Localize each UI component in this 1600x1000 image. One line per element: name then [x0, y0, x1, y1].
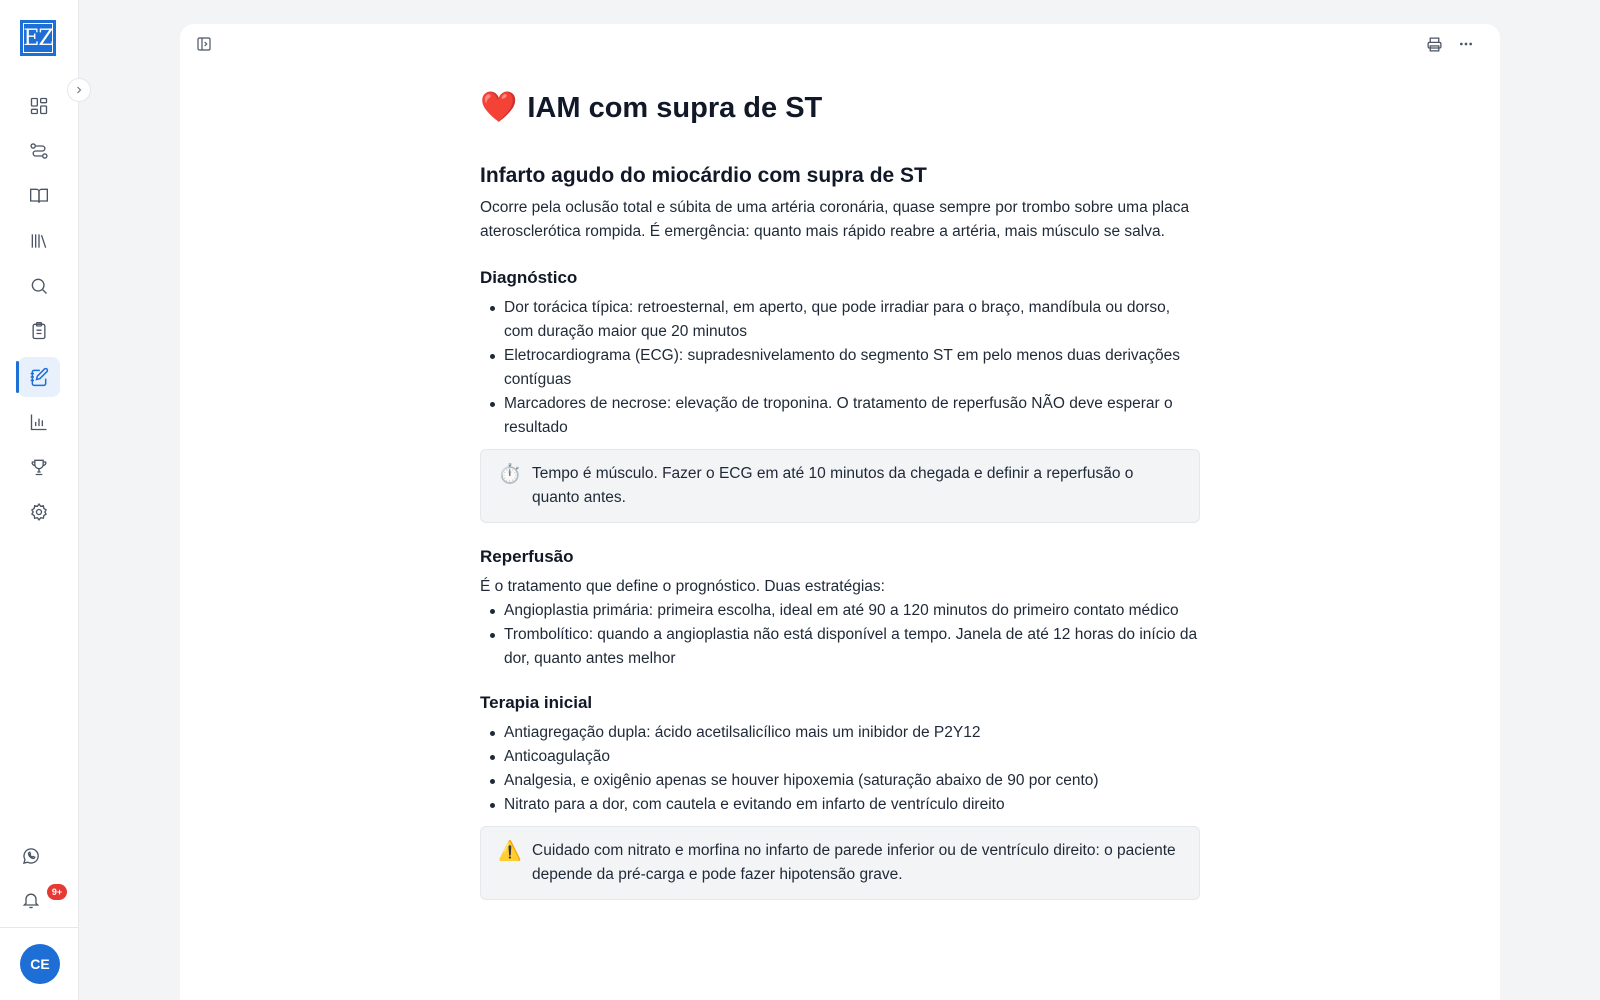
sidebar-divider	[0, 927, 79, 928]
terapia-heading: Terapia inicial	[480, 693, 593, 712]
sidebar-item-trophy[interactable]	[18, 447, 60, 487]
list-item: Angioplastia primária: primeira escolha, ideal em até 90 a 120 minutos do primeiro contato médico	[480, 599, 1200, 623]
sidebar-item-book[interactable]	[18, 176, 60, 216]
route-icon	[29, 141, 49, 161]
sidebar	[0, 0, 79, 1000]
document-card	[180, 24, 1500, 1000]
diagnostico-list	[480, 296, 1200, 440]
sidebar-panel-icon	[196, 36, 212, 52]
chevron-right-icon	[73, 84, 85, 96]
page-title	[480, 86, 1200, 130]
sidebar-item-dashboard[interactable]	[18, 86, 60, 126]
reperfusao-heading: Reperfusão	[480, 547, 574, 566]
intro-paragraph: Ocorre pela oclusão total e súbita de uma artéria coronária, quase sempre por trombo sobre uma placa aterosclerótica rompida. É emergência: quanto mais rápido reabre a artéria, mais músculo se salva.	[480, 199, 1190, 240]
gear-icon	[29, 502, 49, 522]
sidebar-item-routes[interactable]	[18, 131, 60, 171]
list-item: Antiagregação dupla: ácido acetilsalicílico mais um inibidor de P2Y12	[480, 721, 1200, 745]
app-logo[interactable]: EZ	[20, 20, 56, 56]
bar-chart-icon	[29, 412, 49, 432]
panel-toggle-button[interactable]	[190, 30, 218, 58]
sidebar-item-notebook[interactable]	[18, 357, 60, 397]
heart-emoji: ❤️	[480, 91, 518, 124]
library-icon	[29, 231, 49, 251]
sidebar-item-library[interactable]	[18, 221, 60, 261]
diagnostico-heading: Diagnóstico	[480, 268, 578, 287]
search-icon	[29, 276, 49, 296]
bell-icon	[21, 890, 41, 910]
document-content	[480, 86, 1200, 900]
callout-warning	[480, 826, 1200, 900]
book-open-icon	[29, 186, 49, 206]
notebook-pen-icon	[29, 367, 49, 387]
whatsapp-icon	[21, 846, 41, 866]
callout-text: Cuidado com nitrato e morfina no infarto de parede inferior ou de ventrículo direito: o paciente depende da pré-carga e pode fazer hipotensão grave.	[532, 842, 1176, 883]
list-item: Marcadores de necrose: elevação de troponina. O tratamento de reperfusão NÃO deve esperar o resultado	[480, 392, 1200, 440]
sidebar-item-clipboard[interactable]	[18, 311, 60, 351]
trophy-icon	[29, 457, 49, 477]
stopwatch-icon: ⏱️	[498, 464, 522, 485]
reperfusao-list	[480, 599, 1200, 671]
printer-icon	[1426, 36, 1443, 53]
section-heading: Infarto agudo do miocárdio com supra de ST	[480, 164, 927, 187]
whatsapp-button[interactable]	[10, 836, 52, 876]
more-horizontal-icon	[1458, 36, 1474, 52]
grid-icon	[29, 96, 49, 116]
sidebar-item-settings[interactable]	[18, 492, 60, 532]
print-button[interactable]	[1420, 30, 1448, 58]
sidebar-item-stats[interactable]	[18, 402, 60, 442]
sidebar-item-search[interactable]	[18, 266, 60, 306]
callout-text: Tempo é músculo. Fazer o ECG em até 10 minutos da chegada e definir a reperfusão o quanto antes.	[532, 465, 1134, 506]
list-item: Trombolítico: quando a angioplastia não está disponível a tempo. Janela de até 12 horas do início da dor, quanto antes melhor	[480, 623, 1200, 671]
sidebar-expand-button[interactable]	[67, 78, 91, 102]
clipboard-icon	[29, 321, 49, 341]
notification-badge: 9+	[47, 884, 67, 900]
warning-icon: ⚠️	[498, 841, 522, 862]
reperfusao-intro: É o tratamento que define o prognóstico. Duas estratégias:	[480, 578, 885, 595]
notifications-button[interactable]	[10, 880, 52, 920]
list-item: Anticoagulação	[480, 745, 1200, 769]
more-options-button[interactable]	[1452, 30, 1480, 58]
callout-time	[480, 449, 1200, 523]
list-item: Dor torácica típica: retroesternal, em aperto, que pode irradiar para o braço, mandíbula ou dorso, com duração maior que 20 minutos	[480, 296, 1200, 344]
avatar[interactable]: CE	[20, 944, 60, 984]
list-item: Nitrato para a dor, com cautela e evitando em infarto de ventrículo direito	[480, 793, 1200, 817]
list-item: Eletrocardiograma (ECG): supradesnivelamento do segmento ST em pelo menos duas derivações contíguas	[480, 344, 1200, 392]
page-title-text: IAM com supra de ST	[527, 91, 823, 124]
terapia-list	[480, 721, 1200, 817]
list-item: Analgesia, e oxigênio apenas se houver hipoxemia (saturação abaixo de 90 por cento)	[480, 769, 1200, 793]
